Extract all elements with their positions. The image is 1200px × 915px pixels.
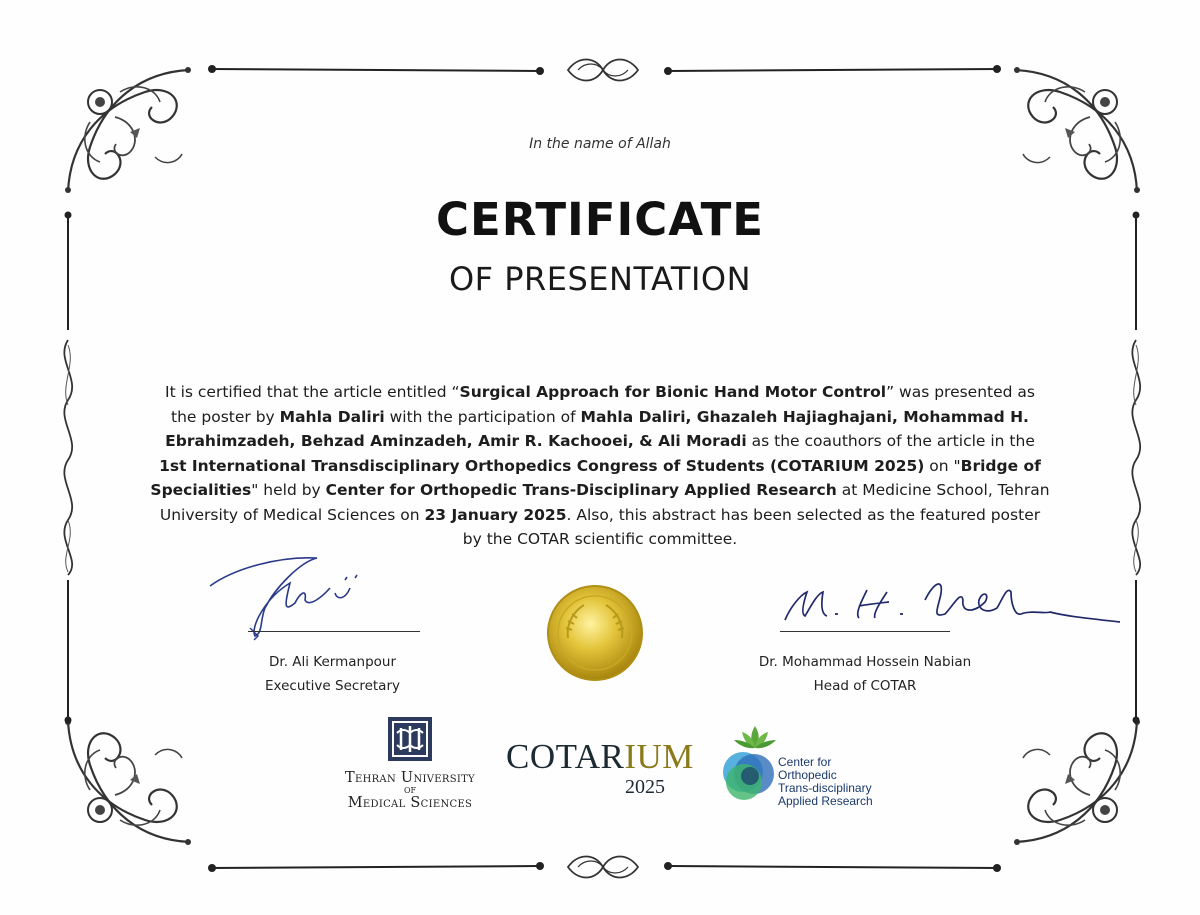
- congress-name: 1st International Transdisciplinary Orthopedics Congress of Students (COTARIUM 2025): [159, 456, 925, 475]
- corner-flourish-icon: [65, 719, 191, 845]
- statement-text: at Medicine School, Tehran University of Medical Sciences on: [159, 481, 1050, 524]
- statement-text: It is certified that the article entitled “: [165, 383, 460, 401]
- cotarium-year: 2025: [625, 776, 665, 798]
- corner-flourish-icon: [1014, 67, 1140, 193]
- presenter-name: Mahla Daliri: [279, 407, 385, 426]
- signatory-name: Dr. Ali Kermanpour: [268, 654, 397, 670]
- gold-seal-icon: [546, 583, 644, 683]
- certificate-subtitle: OF PRESENTATION: [448, 260, 752, 298]
- tums-name-line1: Tehran University: [345, 770, 475, 786]
- tums-emblem-icon: [387, 716, 433, 762]
- center-name-line: Trans-disciplinary: [778, 781, 872, 795]
- event-date: 23 January 2025: [424, 505, 567, 524]
- organizer-name: Center for Orthopedic Trans-Disciplinary Applied Research: [325, 481, 837, 499]
- center-name-line: Center for: [778, 755, 832, 769]
- statement-text: with the participation of: [384, 407, 581, 426]
- signatory-name: Dr. Mohammad Hossein Nabian: [758, 654, 972, 670]
- certification-statement: [150, 380, 1050, 552]
- tums-name-line2: OF: [403, 786, 417, 795]
- congress-theme: Bridge of Specialities: [150, 456, 1041, 499]
- tums-name-line3: Medical Sciences: [347, 795, 473, 811]
- signatory-left: [225, 650, 440, 698]
- signature-line-right: [780, 631, 950, 632]
- lotus-logo-icon: [720, 722, 780, 812]
- statement-text: ” was presented as the poster by: [171, 383, 1035, 426]
- center-knot-icon: [568, 60, 638, 81]
- statement-text: as the coauthors of the article in the: [746, 432, 1035, 450]
- signature-left: [205, 548, 385, 643]
- coauthor-list: Mahla Daliri, Ghazaleh Hajiaghajani, Mohammad H. Ebrahimzadeh, Behzad Aminzadeh, Amir R. Kachooei, & Ali Moradi: [165, 407, 1029, 450]
- center-name-line: Applied Research: [778, 794, 873, 808]
- center-knot-icon: [568, 857, 638, 878]
- cotar-center-name: [778, 756, 873, 808]
- cotarium-name-main: COTAR: [506, 737, 625, 776]
- center-name-line: Orthopedic: [778, 768, 837, 782]
- cotarium-logo: [505, 738, 695, 798]
- corner-flourish-icon: [1014, 719, 1140, 845]
- certificate-title: CERTIFICATE: [435, 193, 765, 246]
- signature-line-left: [248, 631, 420, 632]
- corner-flourish-icon: [65, 67, 191, 193]
- invocation-text: In the name of Allah: [529, 136, 671, 152]
- signatory-role: Head of COTAR: [813, 678, 917, 694]
- cotar-center-logo: [720, 722, 920, 812]
- signatory-right: [745, 650, 985, 698]
- statement-text: " held by: [251, 481, 326, 499]
- signature-right: [775, 570, 1130, 635]
- article-title: Surgical Approach for Bionic Hand Motor Control: [459, 383, 887, 401]
- signatory-role: Executive Secretary: [265, 678, 400, 694]
- cotarium-name-accent: IUM: [624, 737, 694, 776]
- statement-text: . Also, this abstract has been selected as the featured poster by the COTAR scientific committee.: [462, 505, 1041, 548]
- tums-logo: [330, 716, 490, 811]
- statement-text: on ": [924, 456, 961, 475]
